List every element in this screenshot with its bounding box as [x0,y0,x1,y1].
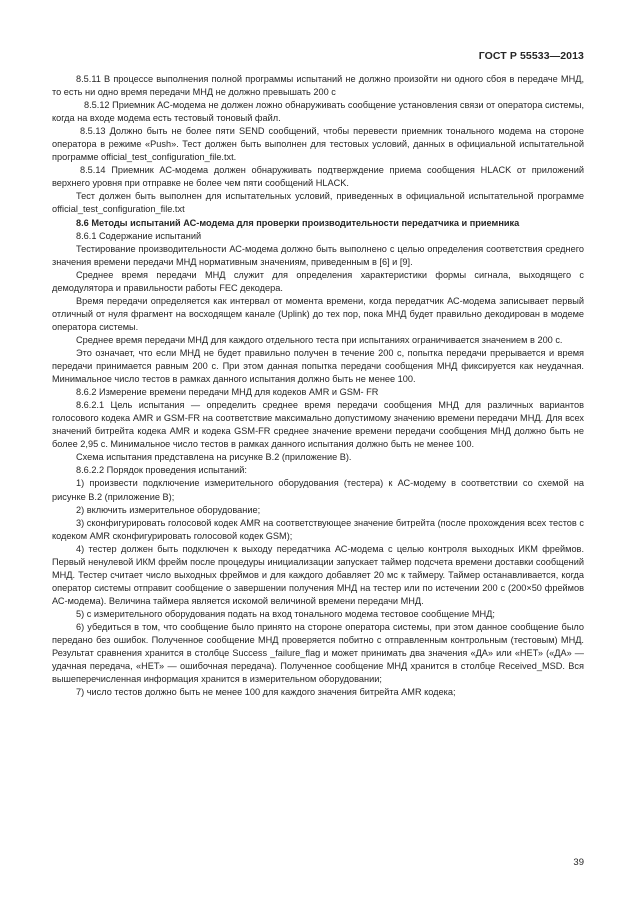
paragraph-8-6-2-1: 8.6.2.1 Цель испытания — определить среднее время передачи сообщения МНД для различных вариантов голосового кодека AMR и GSM-FR на соответствие максимально допустимому значению времени передачи МНД. Для всех значений битрейта кодека AMR и кодека GSM-FR среднее значение времени передачи сообщения МНД должно быть не более 2,95 с. Минимальное число тестов в рамках данного испытания должно быть не менее 100. [52,400,584,450]
paragraph-8-5-11: 8.5.11 В процессе выполнения полной программы испытаний не должно произойти ни одного сбоя в передаче МНД, то есть ни одно время передачи МНД не должно превышать 200 с [52,74,584,98]
paragraph-8-5-12: 8.5.12 Приемник АС-модема не должен ложно обнаруживать сообщение установления связи от оператора системы, когда на входе модема есть тестовый тоновый файл. [52,100,584,124]
paragraph-test-conditions: Тест должен быть выполнен для испытательных условий, приведенных в официальной испытательной программе official_test_configuration_file.txt [52,191,584,215]
document-body [52,73,584,699]
paragraph-time-limit: Среднее время передачи МНД для каждого отдельного теста при испытаниях ограничивается значением в 200 с. [76,334,563,345]
paragraph-timeout-meaning: Это означает, что если МНД не будет правильно получен в течение 200 с, попытка передачи прерывается и время передачи принимается равным 200 с. При этом данная попытка передачи сообщения МНД фиксируется как неудачная. Минимальное число тестов в рамках данного испытания должно быть не менее 100. [52,347,584,385]
list-item-3: 3) сконфигурировать голосовой кодек AMR на соответствующее значение битрейта (после прохождения всех тестов с кодеком AMR сконфигурировать голосовой кодек GSM); [52,517,584,541]
paragraph-average-time: Среднее время передачи МНД служит для определения характеристики формы сигнала, выходящего с демодулятора и правильности работы FEC декодера. [52,269,584,293]
page-number: 39 [573,857,584,868]
paragraph-test-scheme: Схема испытания представлена на рисунке В.2 (приложение В). [76,452,352,463]
paragraph-transfer-time-definition: Время передачи определяется как интервал от момента времени, когда передатчик АС-модема записывает первый отличный от нуля фрагмент на восходящем канале (Uplink) до тех пор, пока МНД будет правильно декодирован в модеме оператора системы. [52,295,584,332]
paragraph-8-5-14: 8.5.14 Приемник АС-модема должен обнаруживать подтверждение приема сообщения HLACK от приложений верхнего уровня при отправке не более чем пяти сообщений HLACK. [52,165,584,189]
paragraph-performance-testing: Тестирование производительности АС-модема должно быть выполнено с целью определения соответствия среднего значения времени передачи МНД нормативным значениям, приведенным в [6] и [9]. [52,243,584,267]
list-item-2: 2) включить измерительное оборудование; [76,504,261,515]
list-item-1: 1) произвести подключение измерительного оборудования (тестера) к АС-модему в соответствии со схемой на рисунке В.2 (приложение В); [52,478,584,502]
paragraph-8-5-13: 8.5.13 Должно быть не более пяти SEND сообщений, чтобы перевести приемник тонального модема на стороне оператора в режиме «Push». Тест должен быть выполнен для тестовых условий, данных в официальной испытательной программе official_test_configuration_file.txt. [52,126,584,163]
list-item-6: 6) убедиться в том, что сообщение было принято на стороне оператора системы, при этом данное сообщение было передано без ошибок. Полученное сообщение МНД проверяется побитно с отправленным контрольным (тестовым) МНД. Результат сравнения хранится в столбце Success _failure_flag и может принимать два значения «ДА» или «НЕТ» («ДА» — удачная передача, «НЕТ» — ошибочная передача). Полученное сообщение МНД хранится в столбце Received_MSD. Вся вышеперечисленная информация хранится в измерительном оборудовании; [52,621,584,685]
section-heading-8-6: 8.6 Методы испытаний АС-модема для проверки производительности передатчика и приемника [76,217,520,228]
paragraph-8-6-2-title: 8.6.2 Измерение времени передачи МНД для кодеков AMR и GSM- FR [76,387,379,398]
list-item-5: 5) с измерительного оборудования подать на вход тонального модема тестовое сообщение МНД; [76,608,495,619]
list-item-4: 4) тестер должен быть подключен к выходу передатчика АС-модема с целью контроля выходных ИКМ фреймов. Первый ненулевой ИКМ фрейм после процедуры инициализации запускает таймер подсчета времени доставки сообщений МНД. Тестер считает число выходных фреймов и для каждого добавляет 20 мс к таймеру. Таймер останавливается, когда оператор системы отправит сообщение о завершении получения МНД на тестер или по истечении 200 с (200×50 фреймов АС-модема). Величина таймера является искомой величиной времени передачи МНД. [52,543,584,606]
paragraph-8-6-2-2-title: 8.6.2.2 Порядок проведения испытаний: [76,465,247,476]
list-item-7: 7) число тестов должно быть не менее 100 для каждого значения битрейта AMR кодека; [76,687,456,698]
paragraph-8-6-1-title: 8.6.1 Содержание испытаний [76,230,202,241]
document-header: ГОСТ Р 55533—2013 [478,50,584,62]
